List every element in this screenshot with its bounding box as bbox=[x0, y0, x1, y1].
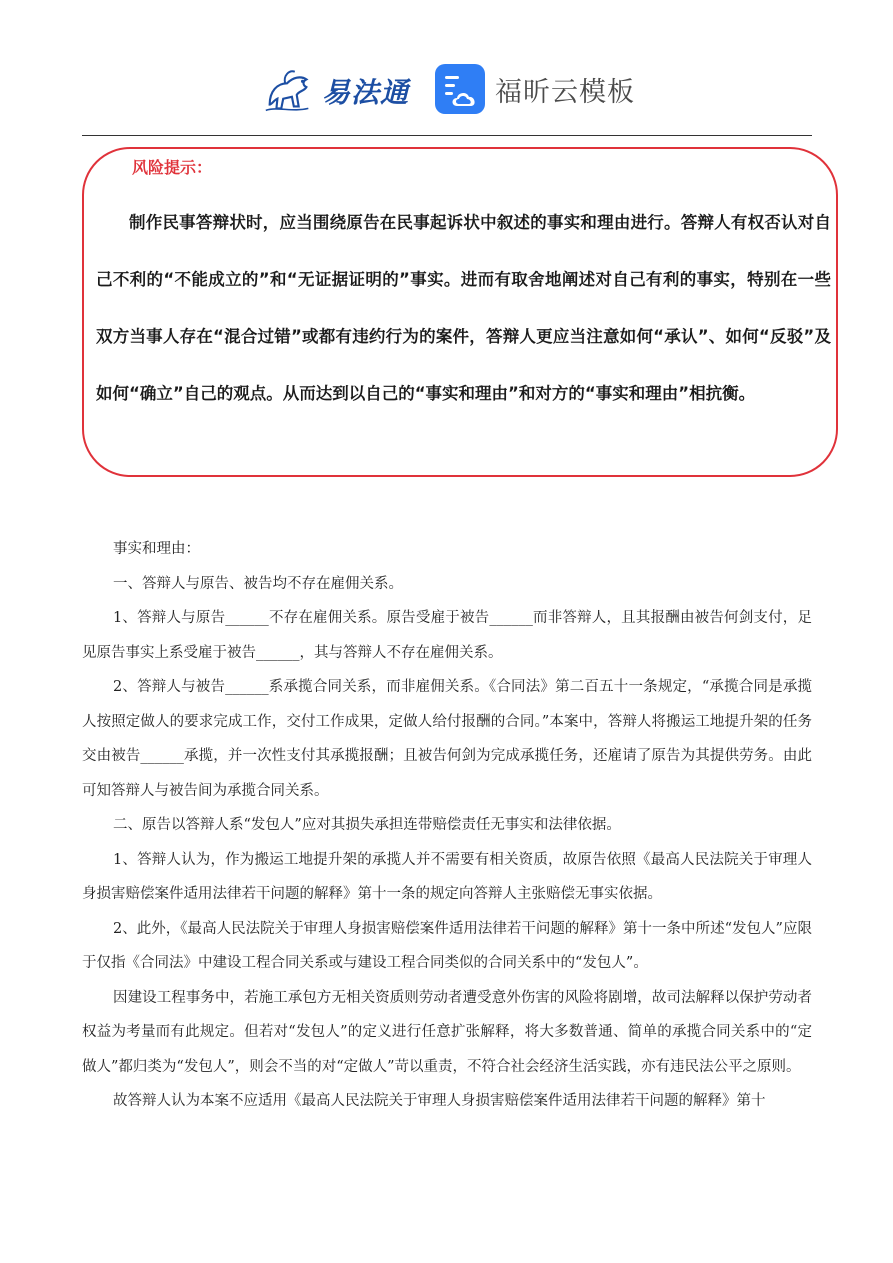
paragraph: 1、答辩人认为，作为搬运工地提升架的承揽人并不需要有相关资质，故原告依照《最高人民法院关于审理人身损害赔偿案件适用法律若干问题的解释》第十一条的规定向答辩人主张赔偿无事实依据。 bbox=[82, 851, 812, 902]
paragraph: 二、原告以答辩人系“发包人”应对其损失承担连带赔偿责任无事实和法律依据。 bbox=[113, 817, 621, 833]
document-body bbox=[82, 532, 812, 1119]
foxit-template-logo-text: 福昕云模板 bbox=[495, 76, 635, 108]
paragraph: 一、答辩人与原告、被告均不存在雇佣关系。 bbox=[113, 575, 403, 592]
paragraph: 事实和理由： bbox=[113, 541, 200, 557]
yifatong-logo bbox=[260, 60, 409, 122]
paragraph: 2、此外，《最高人民法院关于审理人身损害赔偿案件适用法律若干问题的解释》第十一条中所述“发包人”应限于仅指《合同法》中建设工程合同关系或与建设工程合同类似的合同关系中的“发包人”。 bbox=[82, 920, 812, 971]
paragraph: 1、答辩人与原告______不存在雇佣关系。原告受雇于被告______而非答辩人，且其报酬由被告何剑支付，足见原告事实上系受雇于被告______，其与答辩人不存在雇佣关系。 bbox=[82, 610, 812, 661]
page-header bbox=[260, 60, 640, 122]
paragraph: 故答辩人认为本案不应适用《最高人民法院关于审理人身损害赔偿案件适用法律若干问题的解释》第十 bbox=[113, 1093, 766, 1109]
paragraph: 因建设工程事务中，若施工承包方无相关资质则劳动者遭受意外伤害的风险将剧增，故司法解释以保护劳动者权益为考量而有此规定。但若对“发包人”的定义进行任意扩张解释，将大多数普通、简单的承揽合同关系中的“定做人”都归类为“发包人”，则会不当的对“定做人”苛以重责，不符合社会经济生活实践，亦有违民法公平之原则。 bbox=[82, 989, 812, 1075]
risk-notice-title: 风险提示： bbox=[132, 158, 213, 177]
paragraph: 2、答辩人与被告______系承揽合同关系，而非雇佣关系。《合同法》第二百五十一条规定，“承揽合同是承揽人按照定做人的要求完成工作，交付工作成果，定做人给付报酬的合同。”本案中，答辩人将搬运工地提升架的任务交由被告______承揽，并一次性支付其承揽报酬；且被告何剑为完成承揽任务，还雇请了原告为其提供劳务。由此可知答辩人与被告间为承揽合同关系。 bbox=[82, 679, 812, 799]
cloud-document-icon bbox=[435, 64, 485, 114]
foxit-template-logo bbox=[435, 64, 635, 114]
header-divider bbox=[82, 135, 812, 136]
yifatong-logo-text: 易法通 bbox=[322, 76, 410, 109]
risk-notice-body: 制作民事答辩状时，应当围绕原告在民事起诉状中叙述的事实和理由进行。答辩人有权否认对自己不利的“不能成立的”和“无证据证明的”事实。进而有取舍地阐述对自己有利的事实，特别在一些双方当事人存在“混合过错”或都有违约行为的案件，答辩人更应当注意如何“承认”、如何“反驳”及如何“确立”自己的观点。从而达到以自己的“事实和理由”和对方的“事实和理由”相抗衡。 bbox=[96, 213, 831, 403]
risk-notice-box bbox=[82, 147, 838, 477]
qilin-mascot-icon bbox=[260, 62, 318, 120]
